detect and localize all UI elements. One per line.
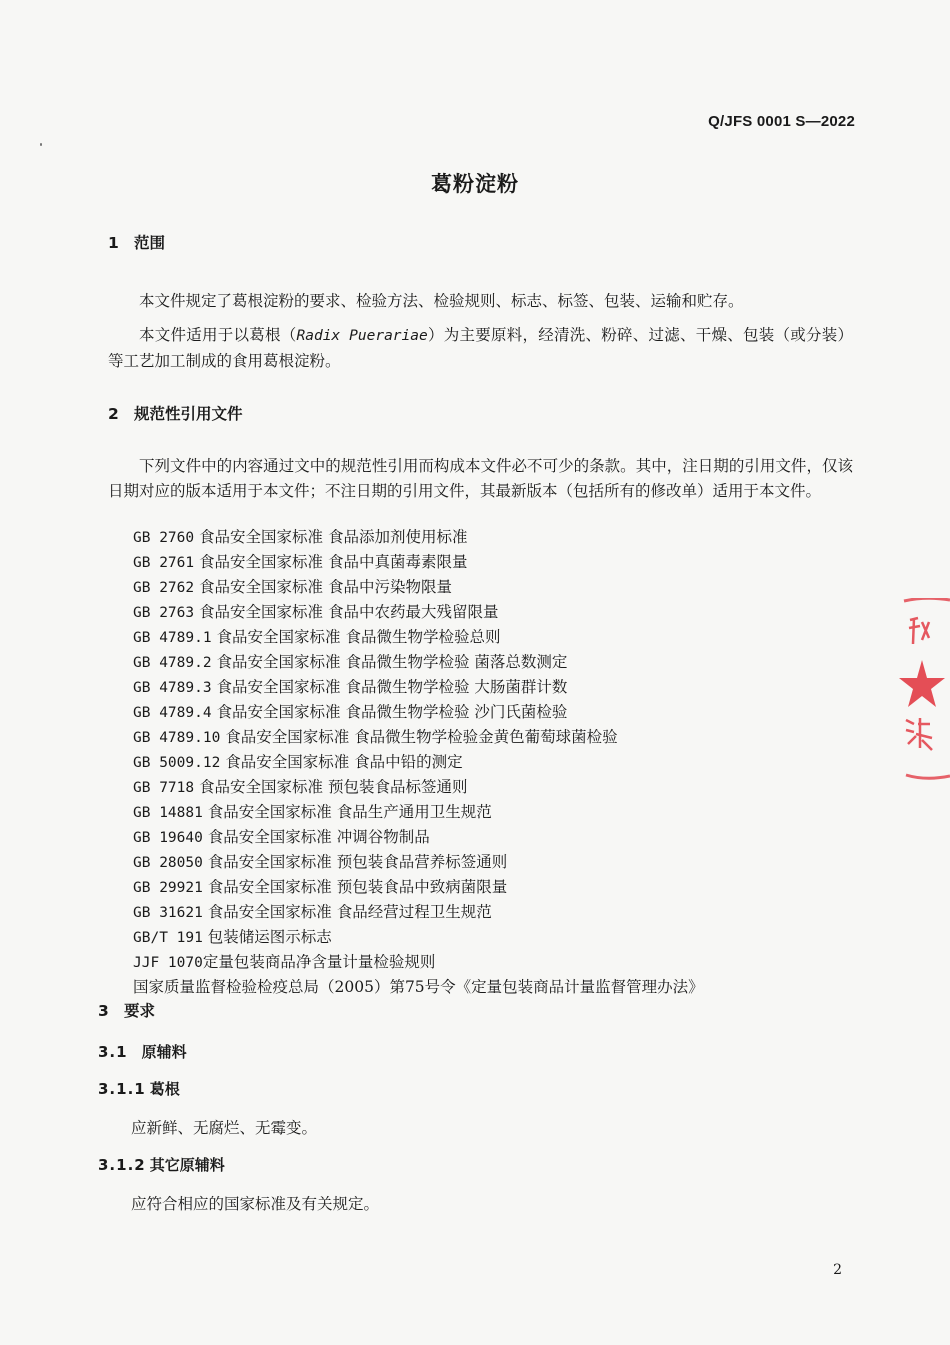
reference-code: GB 5009.12 <box>133 755 221 771</box>
reference-item <box>133 975 704 1000</box>
scope-paragraph-2 <box>108 323 853 374</box>
reference-title: 食品安全国家标准 食品经营过程卫生规范 <box>207 903 492 921</box>
reference-title: 食品安全国家标准 食品中农药最大残留限量 <box>199 603 499 621</box>
reference-code: GB/T 191 <box>133 930 203 946</box>
reference-title: 食品安全国家标准 冲调谷物制品 <box>207 828 430 846</box>
section-title: 葛根 <box>149 1080 180 1098</box>
reference-code: GB 14881 <box>133 805 203 821</box>
reference-title: 食品安全国家标准 食品中铅的测定 <box>225 753 463 771</box>
seal-icon <box>896 598 950 780</box>
reference-item <box>133 925 704 950</box>
references-intro: 下列文件中的内容通过文中的规范性引用而构成本文件必不可少的条款。其中，注日期的引用文件，仅该日期对应的版本适用于本文件；不注日期的引用文件，其最新版本（包括所有的修改单）适用于本文件。 <box>108 457 853 500</box>
section-number: 3.1.2 <box>98 1156 146 1174</box>
section-title: 其它原辅料 <box>149 1156 225 1174</box>
reference-title: 食品安全国家标准 食品微生物学检验 菌落总数测定 <box>216 653 568 671</box>
reference-code: GB 19640 <box>133 830 203 846</box>
document-title: 葛粉淀粉 <box>431 171 519 196</box>
reference-title: 食品安全国家标准 食品微生物学检验金黄色葡萄球菌检验 <box>225 728 618 746</box>
reference-code: GB 31621 <box>133 905 203 921</box>
reference-list <box>133 525 704 1000</box>
reference-code: GB 2763 <box>133 605 195 621</box>
reference-item <box>133 550 704 575</box>
reference-code: GB 4789.1 <box>133 630 212 646</box>
reference-title: 食品安全国家标准 食品中真菌毒素限量 <box>199 553 468 571</box>
scan-speck <box>40 143 42 146</box>
reference-item <box>133 650 704 675</box>
reference-title: 食品安全国家标准 食品生产通用卫生规范 <box>207 803 492 821</box>
section-title: 规范性引用文件 <box>134 405 243 423</box>
reference-item <box>133 950 704 975</box>
section-3-1-heading <box>98 1041 187 1062</box>
reference-code: GB 2760 <box>133 530 195 546</box>
section-3-1-1-text: 应新鲜、无腐烂、无霉变。 <box>131 1119 318 1137</box>
reference-title: 食品安全国家标准 预包装食品标签通则 <box>199 778 468 796</box>
reference-item <box>133 800 704 825</box>
section-2-heading <box>108 402 243 424</box>
reference-title: 食品安全国家标准 预包装食品营养标签通则 <box>207 853 508 871</box>
reference-title: 包装储运图示标志 <box>207 928 332 946</box>
reference-code: GB 29921 <box>133 880 203 896</box>
reference-code: GB 2761 <box>133 555 195 571</box>
section-3-1-2-text: 应符合相应的国家标准及有关规定。 <box>131 1195 380 1213</box>
reference-title: 食品安全国家标准 食品微生物学检验总则 <box>216 628 501 646</box>
reference-title: 食品安全国家标准 预包装食品中致病菌限量 <box>207 878 508 896</box>
reference-item <box>133 525 704 550</box>
scope-text-pre: 本文件适用于以葛根（ <box>139 326 297 344</box>
section-number: 3.1.1 <box>98 1080 146 1098</box>
section-3-1-1-heading <box>98 1078 180 1099</box>
reference-item <box>133 850 704 875</box>
reference-code: GB 4789.2 <box>133 655 212 671</box>
reference-title: 食品安全国家标准 食品微生物学检验 沙门氏菌检验 <box>216 703 568 721</box>
section-number: 3 <box>98 1002 109 1020</box>
reference-title: 食品安全国家标准 食品添加剂使用标准 <box>199 528 468 546</box>
reference-code: GB 4789.10 <box>133 730 221 746</box>
reference-item <box>133 600 704 625</box>
reference-code: GB 7718 <box>133 780 195 796</box>
scope-latin-name: Radix Puerariae <box>296 328 428 344</box>
section-title: 原辅料 <box>141 1043 187 1061</box>
section-title: 范围 <box>134 234 166 252</box>
reference-item <box>133 675 704 700</box>
reference-item <box>133 750 704 775</box>
section-1-heading <box>108 231 165 253</box>
reference-item <box>133 775 704 800</box>
standard-code: Q/JFS 0001 S—2022 <box>708 113 855 130</box>
scope-paragraph-1: 本文件规定了葛根淀粉的要求、检验方法、检验规则、标志、标签、包装、运输和贮存。 <box>139 292 744 310</box>
reference-title: 食品安全国家标准 食品微生物学检验 大肠菌群计数 <box>216 678 568 696</box>
reference-item <box>133 900 704 925</box>
reference-code: GB 4789.4 <box>133 705 212 721</box>
section-title: 要求 <box>124 1002 156 1020</box>
reference-item <box>133 575 704 600</box>
reference-code: GB 2762 <box>133 580 195 596</box>
section-number: 2 <box>108 405 119 423</box>
reference-item <box>133 825 704 850</box>
section-number: 1 <box>108 234 119 252</box>
reference-code: GB 28050 <box>133 855 203 871</box>
scope-text-post: ）为主要原料，经清洗、粉碎、过滤、干燥、包装（或分装）等工艺加工制成的食用葛根淀粉。 <box>108 326 853 370</box>
reference-title: 定量包装商品净含量计量检验规则 <box>202 953 436 971</box>
section-number: 3.1 <box>98 1043 128 1061</box>
reference-item <box>133 625 704 650</box>
reference-title: 食品安全国家标准 食品中污染物限量 <box>199 578 452 596</box>
reference-code: JJF 1070 <box>133 955 203 971</box>
reference-item <box>133 875 704 900</box>
reference-title: 国家质量监督检验检疫总局（2005）第75号令《定量包装商品计量监督管理办法》 <box>133 978 704 996</box>
reference-item <box>133 725 704 750</box>
reference-item <box>133 700 704 725</box>
reference-code: GB 4789.3 <box>133 680 212 696</box>
section-3-1-2-heading <box>98 1154 225 1175</box>
section-3-heading <box>98 999 155 1021</box>
page-number: 2 <box>833 1262 842 1278</box>
official-seal-stamp <box>896 598 950 780</box>
